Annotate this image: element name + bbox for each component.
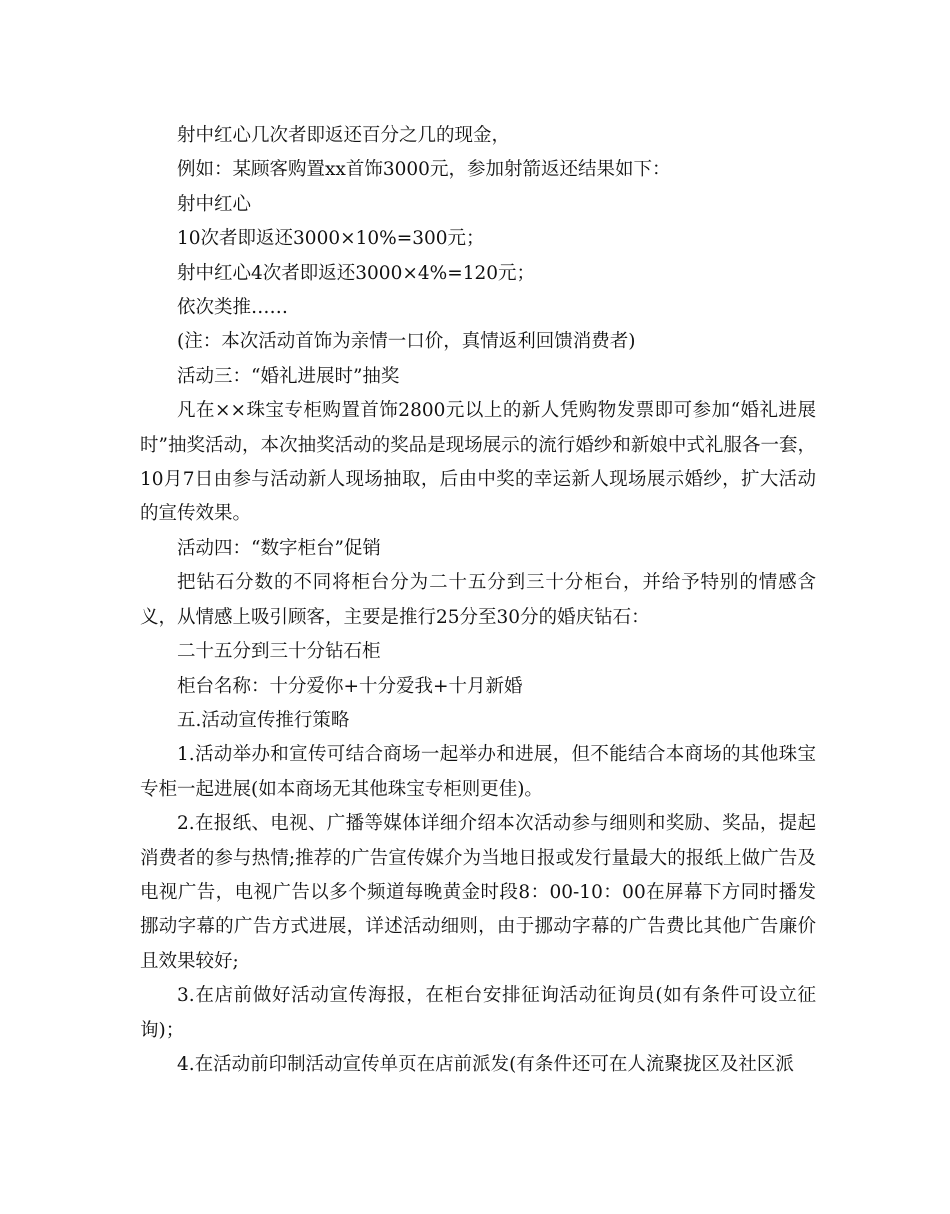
paragraph: 例如：某顾客购置xx首饰3000元，参加射箭返还结果如下： [177,159,671,181]
paragraph: 10次者即返还3000×10%=300元； [177,228,485,250]
paragraph: 射中红心4次者即返还3000×4%=120元； [177,262,536,284]
paragraph: 射中红心 [177,193,252,215]
section-heading: 活动三：“婚礼进展时”抽奖 [177,365,400,387]
paragraph: 凡在××珠宝专柜购置首饰2800元以上的新人凭购物发票即可参加“婚礼进展时”抽奖活动，本次抽奖活动的奖品是现场展示的流行婚纱和新娘中式礼服各一套，10月7日由参与活动新人现场抽取，后由中奖的幸运新人现场展示婚纱，扩大活动的宣传效果。 [140,400,816,525]
section-heading: 五.活动宣传推行策略 [177,709,350,731]
list-item: 2.在报纸、电视、广播等媒体详细介绍本次活动参与细则和奖励、奖品，提起消费者的参与热情;推荐的广告宣传媒介为当地日报或发行量最大的报纸上做广告及电视广告，电视广告以多个频道每晚黄金时段8：00-10：00在屏幕下方同时播发挪动字幕的广告方式进展，详述活动细则，由于挪动字幕的广告费比其他广告廉价且效果较好; [140,813,816,972]
paragraph: 依次类推…… [177,297,289,319]
paragraph: 二十五分到三十分钻石柜 [177,641,381,663]
paragraph: 把钻石分数的不同将柜台分为二十五分到三十分柜台，并给予特别的情感含义，从情感上吸引顾客，主要是推行25分至30分的婚庆钻石： [140,572,816,628]
paragraph: 柜台名称：十分爱你+十分爱我+十月新婚 [177,675,523,697]
list-item: 3.在店前做好活动宣传海报，在柜台安排征询活动征询员(如有条件可设立征询)； [140,985,816,1041]
list-item: 4.在活动前印制活动宣传单页在店前派发(有条件还可在人流聚拢区及社区派 [177,1053,794,1075]
document-page [140,119,816,1082]
paragraph: (注：本次活动首饰为亲情一口价，真情返利回馈消费者) [177,331,636,353]
list-item: 1.活动举办和宣传可结合商场一起举办和进展，但不能结合本商场的其他珠宝专柜一起进展(如本商场无其他珠宝专柜则更佳)。 [140,744,816,800]
section-heading: 活动四：“数字柜台”促销 [177,537,381,559]
paragraph: 射中红心几次者即返还百分之几的现金， [177,125,511,146]
